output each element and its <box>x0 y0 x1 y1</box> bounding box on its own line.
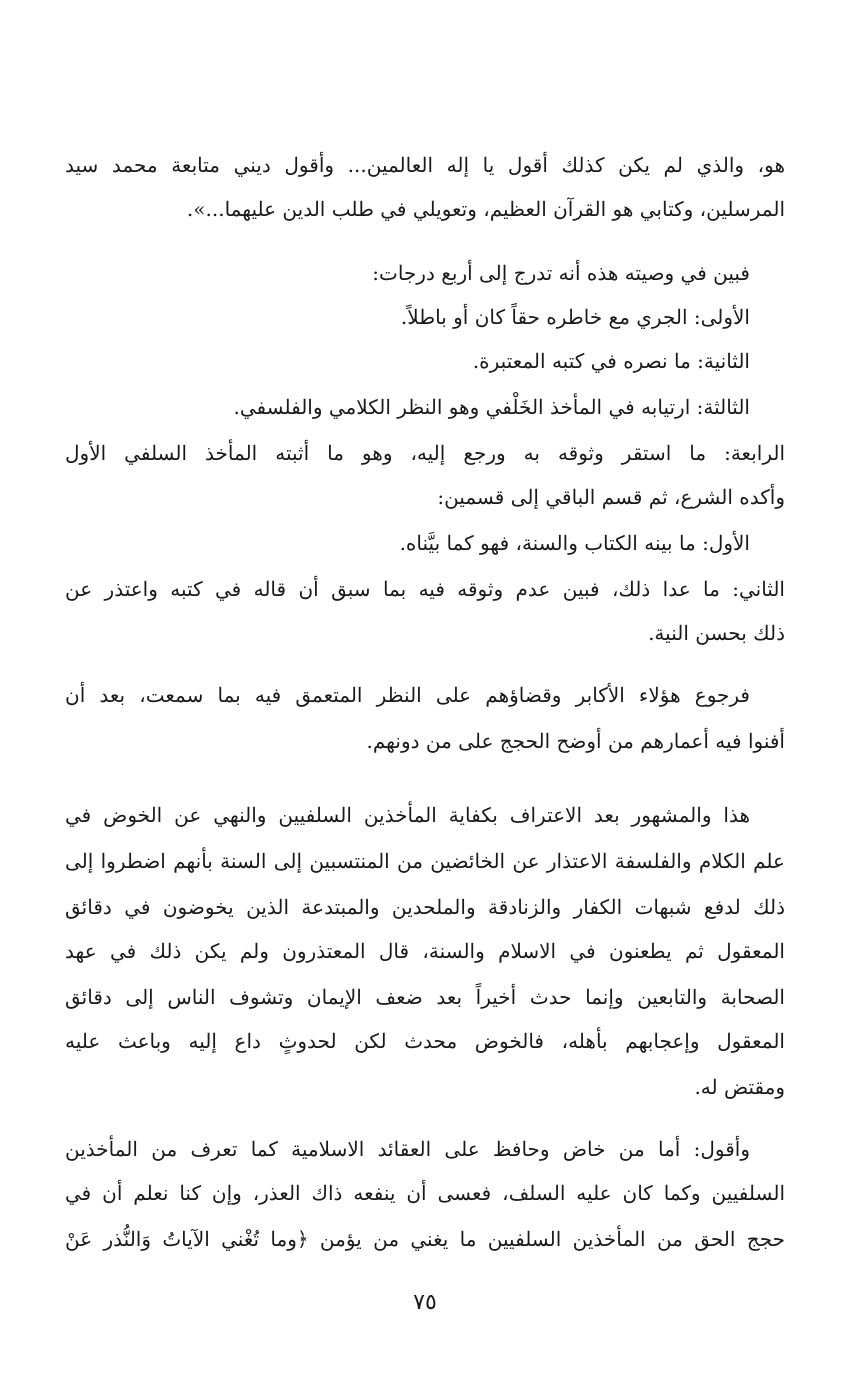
text-line: علم الكلام والفلسفة الاعتذار عن الخائضين من المنتسبين إلى السنة بأنهم اضطروا إلى <box>65 849 785 873</box>
text-line: الرابعة: ما استقر وثوقه به ورجع إليه، وهو ما أثبته المأخذ السلفي الأول <box>65 441 785 465</box>
text-line: حجج الحق من المأخذين السلفيين ما يغني من يؤمن ﴿وما تُغْني الآياتُ وَالنُّذر عَنْ <box>65 1227 785 1251</box>
text-line: وأقول: أما من خاض وحافظ على العقائد الاسلامية كما تعرف من المأخذين <box>65 1137 750 1161</box>
text-line: الثاني: ما عدا ذلك، فبين عدم وثوقه فيه بما سبق أن قاله في كتبه واعتذر عن <box>65 577 785 601</box>
page-number: ٧٥ <box>413 1290 437 1315</box>
text-line: ذلك بحسن النية. <box>648 621 785 645</box>
text-line: المرسلين، وكتابي هو القرآن العظيم، وتعويلي في طلب الدين عليهما...». <box>186 197 785 221</box>
text-line: ومقتض له. <box>694 1075 785 1099</box>
text-line: هو، والذي لم يكن كذلك أقول يا إله العالمين... وأقول ديني متابعة محمد سيد <box>65 153 785 177</box>
text-line: ذلك لدفع شبهات الكفار والزنادقة والملحدين والمبتدعة الذين يخوضون في دقائق <box>65 895 785 919</box>
text-line: الصحابة والتابعين وإنما حدث أخيراً بعد ضعف الإيمان وتشوف الناس إلى دقائق <box>65 985 785 1009</box>
text-line: المعقول ثم يطعنون في الاسلام والسنة، قال المعتذرون ولم يكن ذلك في عهد <box>65 939 785 963</box>
text-line: الأولى: الجري مع خاطره حقاً كان أو باطلاً. <box>400 305 750 329</box>
text-line: المعقول وإعجابهم بأهله، فالخوض محدث لكن لحدوثٍ داع إليه وباعث عليه <box>65 1029 785 1053</box>
text-line: أفنوا فيه أعمارهم من أوضح الحجج على من دونهم. <box>366 729 785 753</box>
text-line: السلفيين وكما كان عليه السلف، فعسى أن ينفعه ذاك العذر، وإن كنا نعلم أن في <box>65 1181 785 1205</box>
text-line: فرجوع هؤلاء الأكابر وقضاؤهم على النظر المتعمق فيه بما سمعت، بعد أن <box>65 683 750 707</box>
text-line: وأكده الشرع، ثم قسم الباقي إلى قسمين: <box>437 485 785 509</box>
text-line: الثانية: ما نصره في كتبه المعتبرة. <box>472 349 750 373</box>
text-line: هذا والمشهور بعد الاعتراف بكفاية المأخذين السلفيين والنهي عن الخوض في <box>65 803 750 827</box>
text-line: الأول: ما بينه الكتاب والسنة، فهو كما بيَّناه. <box>399 531 750 555</box>
text-line: فبين في وصيته هذه أنه تدرج إلى أربع درجات: <box>372 261 750 285</box>
text-line: الثالثة: ارتيابه في المأخذ الخَلْفي وهو النظر الكلامي والفلسفي. <box>233 395 750 419</box>
